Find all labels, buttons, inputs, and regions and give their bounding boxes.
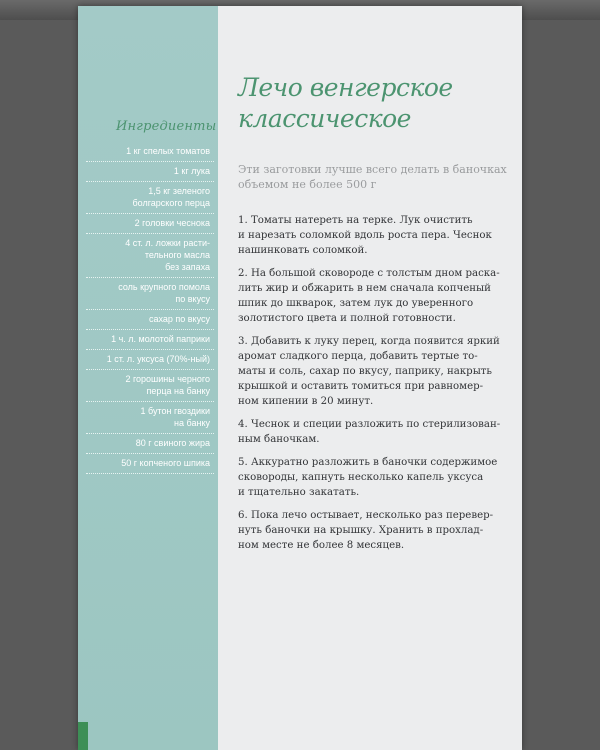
book-page [78, 6, 522, 750]
ingredient-line: без запаха [165, 262, 210, 272]
ingredient-item [86, 162, 214, 182]
ingredient-item [86, 182, 214, 214]
ingredient-line: тельного масла [144, 250, 210, 260]
ingredient-item [86, 142, 214, 162]
recipe-step [238, 334, 520, 409]
recipe-intro [238, 162, 522, 192]
page-edge-marker [78, 722, 88, 750]
step-line: ном месте не более 8 месяцев. [238, 540, 405, 551]
ingredient-line: на банку [174, 418, 210, 428]
ingredient-item [86, 402, 214, 434]
step-line: маты и соль, сахар по вкусу, паприку, накрыть [238, 366, 492, 377]
ingredient-item [86, 434, 214, 454]
recipe-steps [238, 213, 520, 561]
step-line: аромат сладкого перца, добавить тертые то- [238, 351, 478, 362]
ingredient-line: 1 кг лука [173, 166, 210, 176]
step-line: нуть баночки на крышку. Хранить в прохлад- [238, 525, 484, 536]
ingredients-sidebar [78, 6, 218, 750]
step-line: 1. Томаты натереть на терке. Лук очистить [238, 215, 473, 226]
recipe-content [218, 6, 522, 750]
recipe-title [238, 72, 458, 134]
step-line: ном кипении в 20 минут. [238, 396, 374, 407]
step-line: шпик до шкварок, затем лук до уверенного [238, 298, 474, 309]
step-line: 3. Добавить к луку перец, когда появится яркий [238, 336, 500, 347]
step-line: 4. Чеснок и специи разложить по стерилизован- [238, 419, 501, 430]
ingredient-line: 1,5 кг зеленого [148, 186, 210, 196]
intro-line: объемом не более 500 г [238, 178, 377, 191]
recipe-step [238, 417, 520, 447]
ingredient-item [86, 234, 214, 278]
step-line: крышкой и оставить томиться при равномер- [238, 381, 484, 392]
ingredient-item [86, 214, 214, 234]
step-line: 2. На большой сковороде с толстым дном раска- [238, 268, 500, 279]
ingredient-line: 1 ч. л. молотой паприки [111, 334, 210, 344]
step-line: 5. Аккуратно разложить в баночки содержимое [238, 457, 498, 468]
step-line: 6. Пока лечо остывает, несколько раз перевер- [238, 510, 494, 521]
intro-line: Эти заготовки лучше всего делать в баночках [238, 163, 507, 176]
ingredient-line: перца на банку [146, 386, 210, 396]
ingredient-item [86, 310, 214, 330]
ingredients-list [78, 142, 214, 474]
ingredient-line: 1 ст. л. уксуса (70%-ный) [106, 354, 210, 364]
ingredient-line: сахар по вкусу [148, 314, 210, 324]
recipe-title-line: классическое [238, 104, 411, 133]
ingredient-line: 50 г копченого шпика [121, 458, 210, 468]
ingredient-line: 80 г свиного жира [135, 438, 210, 448]
ingredient-item [86, 350, 214, 370]
ingredient-item [86, 278, 214, 310]
ingredient-line: 1 бутон гвоздики [140, 406, 210, 416]
step-line: сковороды, капнуть несколько капель уксуса [238, 472, 484, 483]
ingredient-line: 2 головки чеснока [134, 218, 210, 228]
step-line: лить жир и обжарить в нем сначала копченый [238, 283, 491, 294]
ingredient-item [86, 454, 214, 474]
recipe-step [238, 508, 520, 553]
ingredient-line: 2 горошины черного [125, 374, 210, 384]
step-line: ным баночкам. [238, 434, 320, 445]
ingredient-item [86, 370, 214, 402]
step-line: и нарезать соломкой вдоль роста пера. Чеснок [238, 230, 492, 241]
recipe-step [238, 455, 520, 500]
ingredient-item [86, 330, 214, 350]
ingredient-line: 4 ст. л. ложки расти- [125, 238, 210, 248]
step-line: и тщательно закатать. [238, 487, 360, 498]
ingredient-line: соль крупного помола [118, 282, 210, 292]
recipe-step [238, 213, 520, 258]
recipe-step [238, 266, 520, 326]
recipe-title-line: Лечо венгерское [238, 73, 453, 102]
ingredient-line: по вкусу [175, 294, 210, 304]
step-line: золотистого цвета и полной готовности. [238, 313, 456, 324]
ingredients-heading: Ингредиенты [116, 119, 217, 134]
ingredient-line: болгарского перца [132, 198, 210, 208]
step-line: нашинковать соломкой. [238, 245, 368, 256]
ingredient-line: 1 кг спелых томатов [126, 146, 210, 156]
